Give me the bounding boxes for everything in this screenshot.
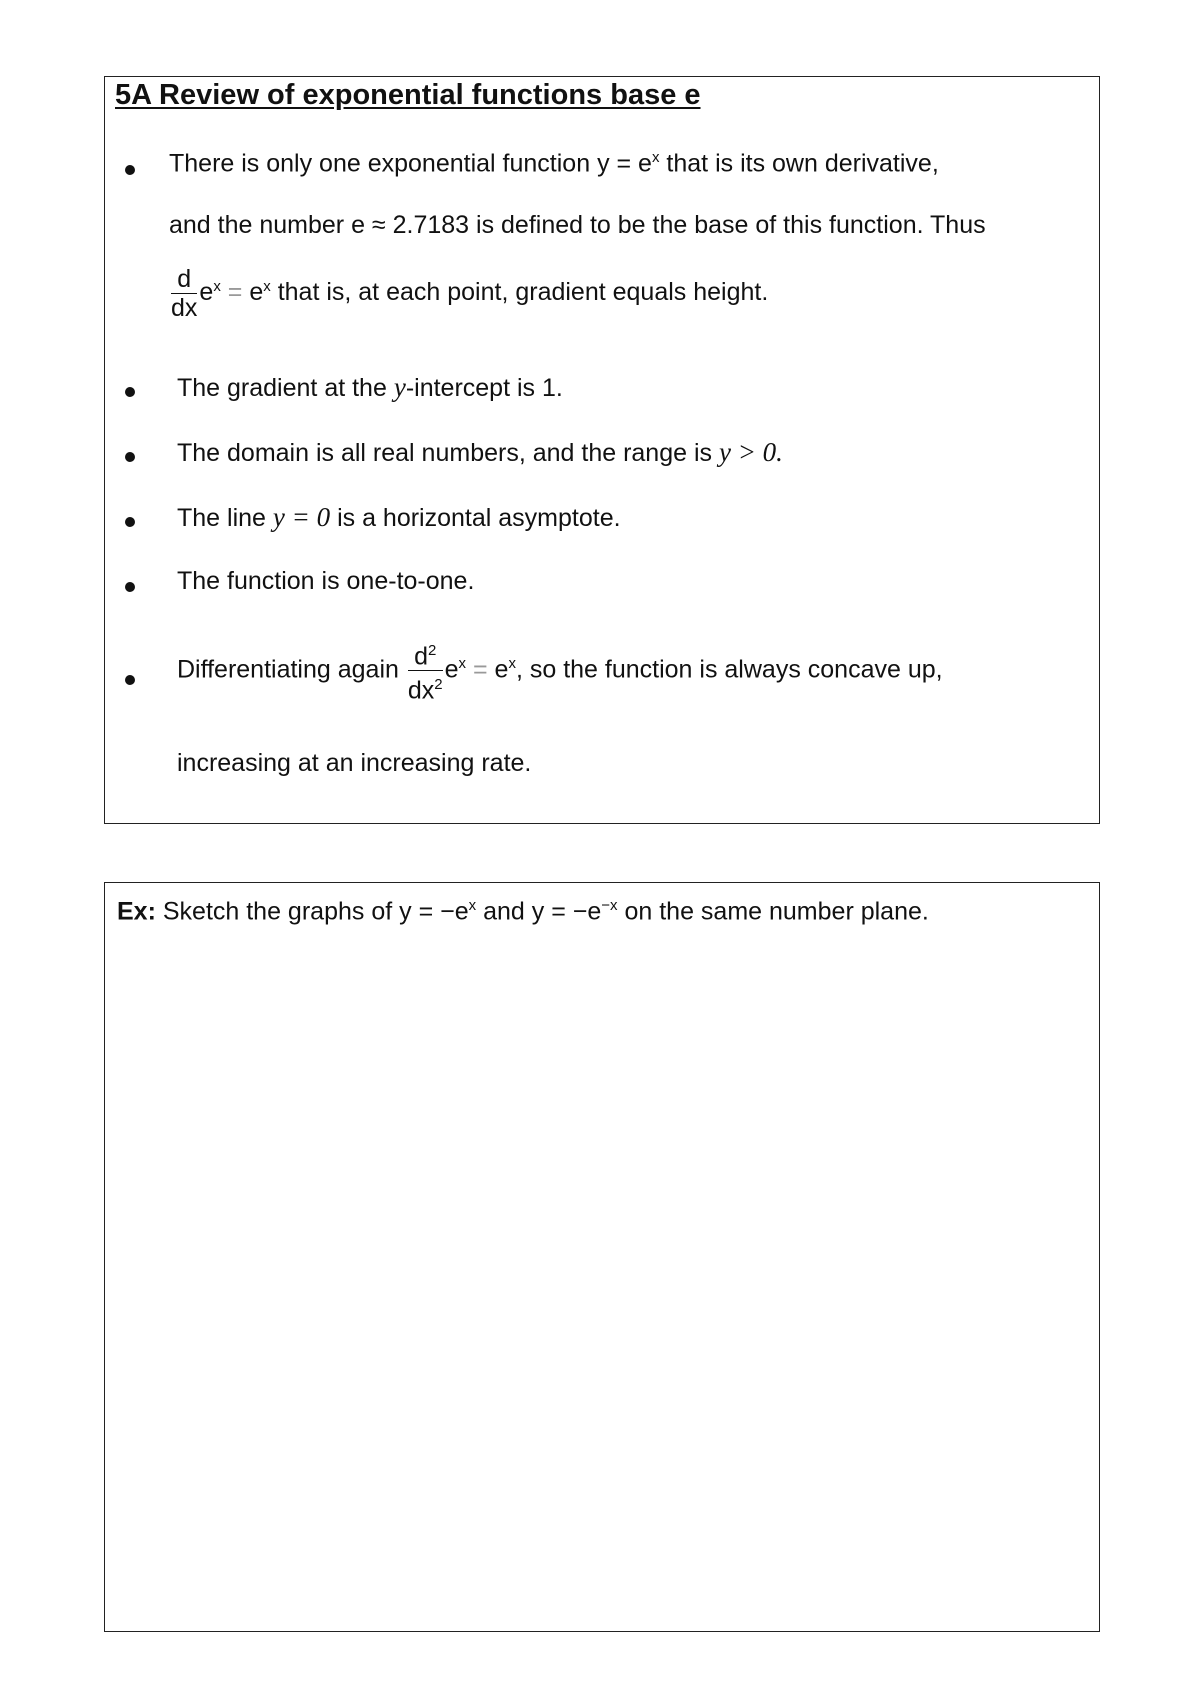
text: Differentiating again — [177, 655, 399, 684]
bullet-text — [177, 437, 783, 468]
math-expression: y = e — [597, 149, 652, 178]
equals-sign: = — [227, 278, 243, 307]
text: and the number — [169, 211, 345, 239]
fraction-numerator: d — [171, 265, 197, 294]
superscript: x — [263, 277, 271, 295]
text: that is its own derivative, — [666, 149, 939, 178]
math-expression: y = −e — [531, 897, 602, 926]
superscript: x — [458, 655, 467, 673]
text: is a horizontal asymptote. — [337, 504, 621, 532]
math-d: d — [414, 642, 429, 671]
bullet-text — [177, 372, 563, 403]
superscript: 2 — [428, 642, 437, 659]
bullet-icon — [125, 165, 135, 175]
review-box — [104, 76, 1100, 824]
text: is defined to be the base of this function. Thus — [476, 211, 986, 239]
derivative-fraction — [171, 265, 197, 322]
math-expression: y > 0. — [718, 437, 783, 467]
math-dx: dx — [407, 676, 435, 705]
bullet-icon — [125, 582, 135, 592]
math-e: e — [199, 278, 214, 307]
text: , so the function is always concave up, — [515, 655, 943, 684]
text: Sketch the graphs of — [162, 897, 393, 926]
superscript: x — [508, 655, 516, 673]
text: and — [483, 897, 525, 926]
text: -intercept is 1. — [405, 374, 563, 402]
text: on the same number plane. — [624, 897, 929, 926]
math-variable: y — [393, 372, 406, 402]
text: There is only one exponential function — [169, 149, 591, 178]
fraction-denominator: dx — [171, 294, 198, 322]
bullet-text-continued — [177, 749, 531, 778]
paragraph-line — [169, 211, 986, 240]
math-expression: y = 0 — [272, 502, 331, 532]
fraction-denominator — [408, 671, 443, 704]
derivative-line — [169, 265, 768, 322]
math-e: e — [444, 655, 459, 684]
text: The function is one-to-one. — [177, 567, 475, 595]
text: The domain is all real numbers, and the range is — [177, 439, 713, 467]
second-derivative-fraction — [408, 637, 443, 705]
example-box — [104, 882, 1100, 1632]
math-expression: y = −e — [399, 897, 469, 926]
superscript: x — [651, 149, 660, 166]
example-label: Ex: — [117, 897, 156, 926]
text: that is, at each point, gradient equals height. — [277, 278, 769, 307]
example-prompt — [117, 897, 929, 926]
bullet-icon — [125, 452, 135, 462]
equals-sign: = — [472, 655, 488, 684]
text: The line — [177, 504, 266, 532]
section-title: 5A Review of exponential functions base e — [115, 79, 701, 111]
superscript: x — [468, 897, 477, 914]
math-expression: e ≈ 2.7183 — [351, 211, 470, 239]
bullet-icon — [125, 517, 135, 527]
bullet-text — [177, 502, 621, 533]
superscript: 2 — [434, 676, 443, 694]
text: increasing at an increasing rate. — [177, 749, 532, 777]
bullet-icon — [125, 675, 135, 685]
fraction-numerator — [408, 637, 443, 671]
math-e: e — [249, 278, 264, 307]
bullet-text — [177, 637, 943, 705]
bullet-text — [177, 567, 474, 596]
superscript: x — [213, 277, 221, 295]
math-e: e — [494, 655, 509, 684]
bullet-icon — [125, 387, 135, 397]
paragraph-line — [169, 149, 939, 178]
text: The gradient at the — [177, 374, 387, 402]
superscript: −x — [601, 897, 618, 914]
